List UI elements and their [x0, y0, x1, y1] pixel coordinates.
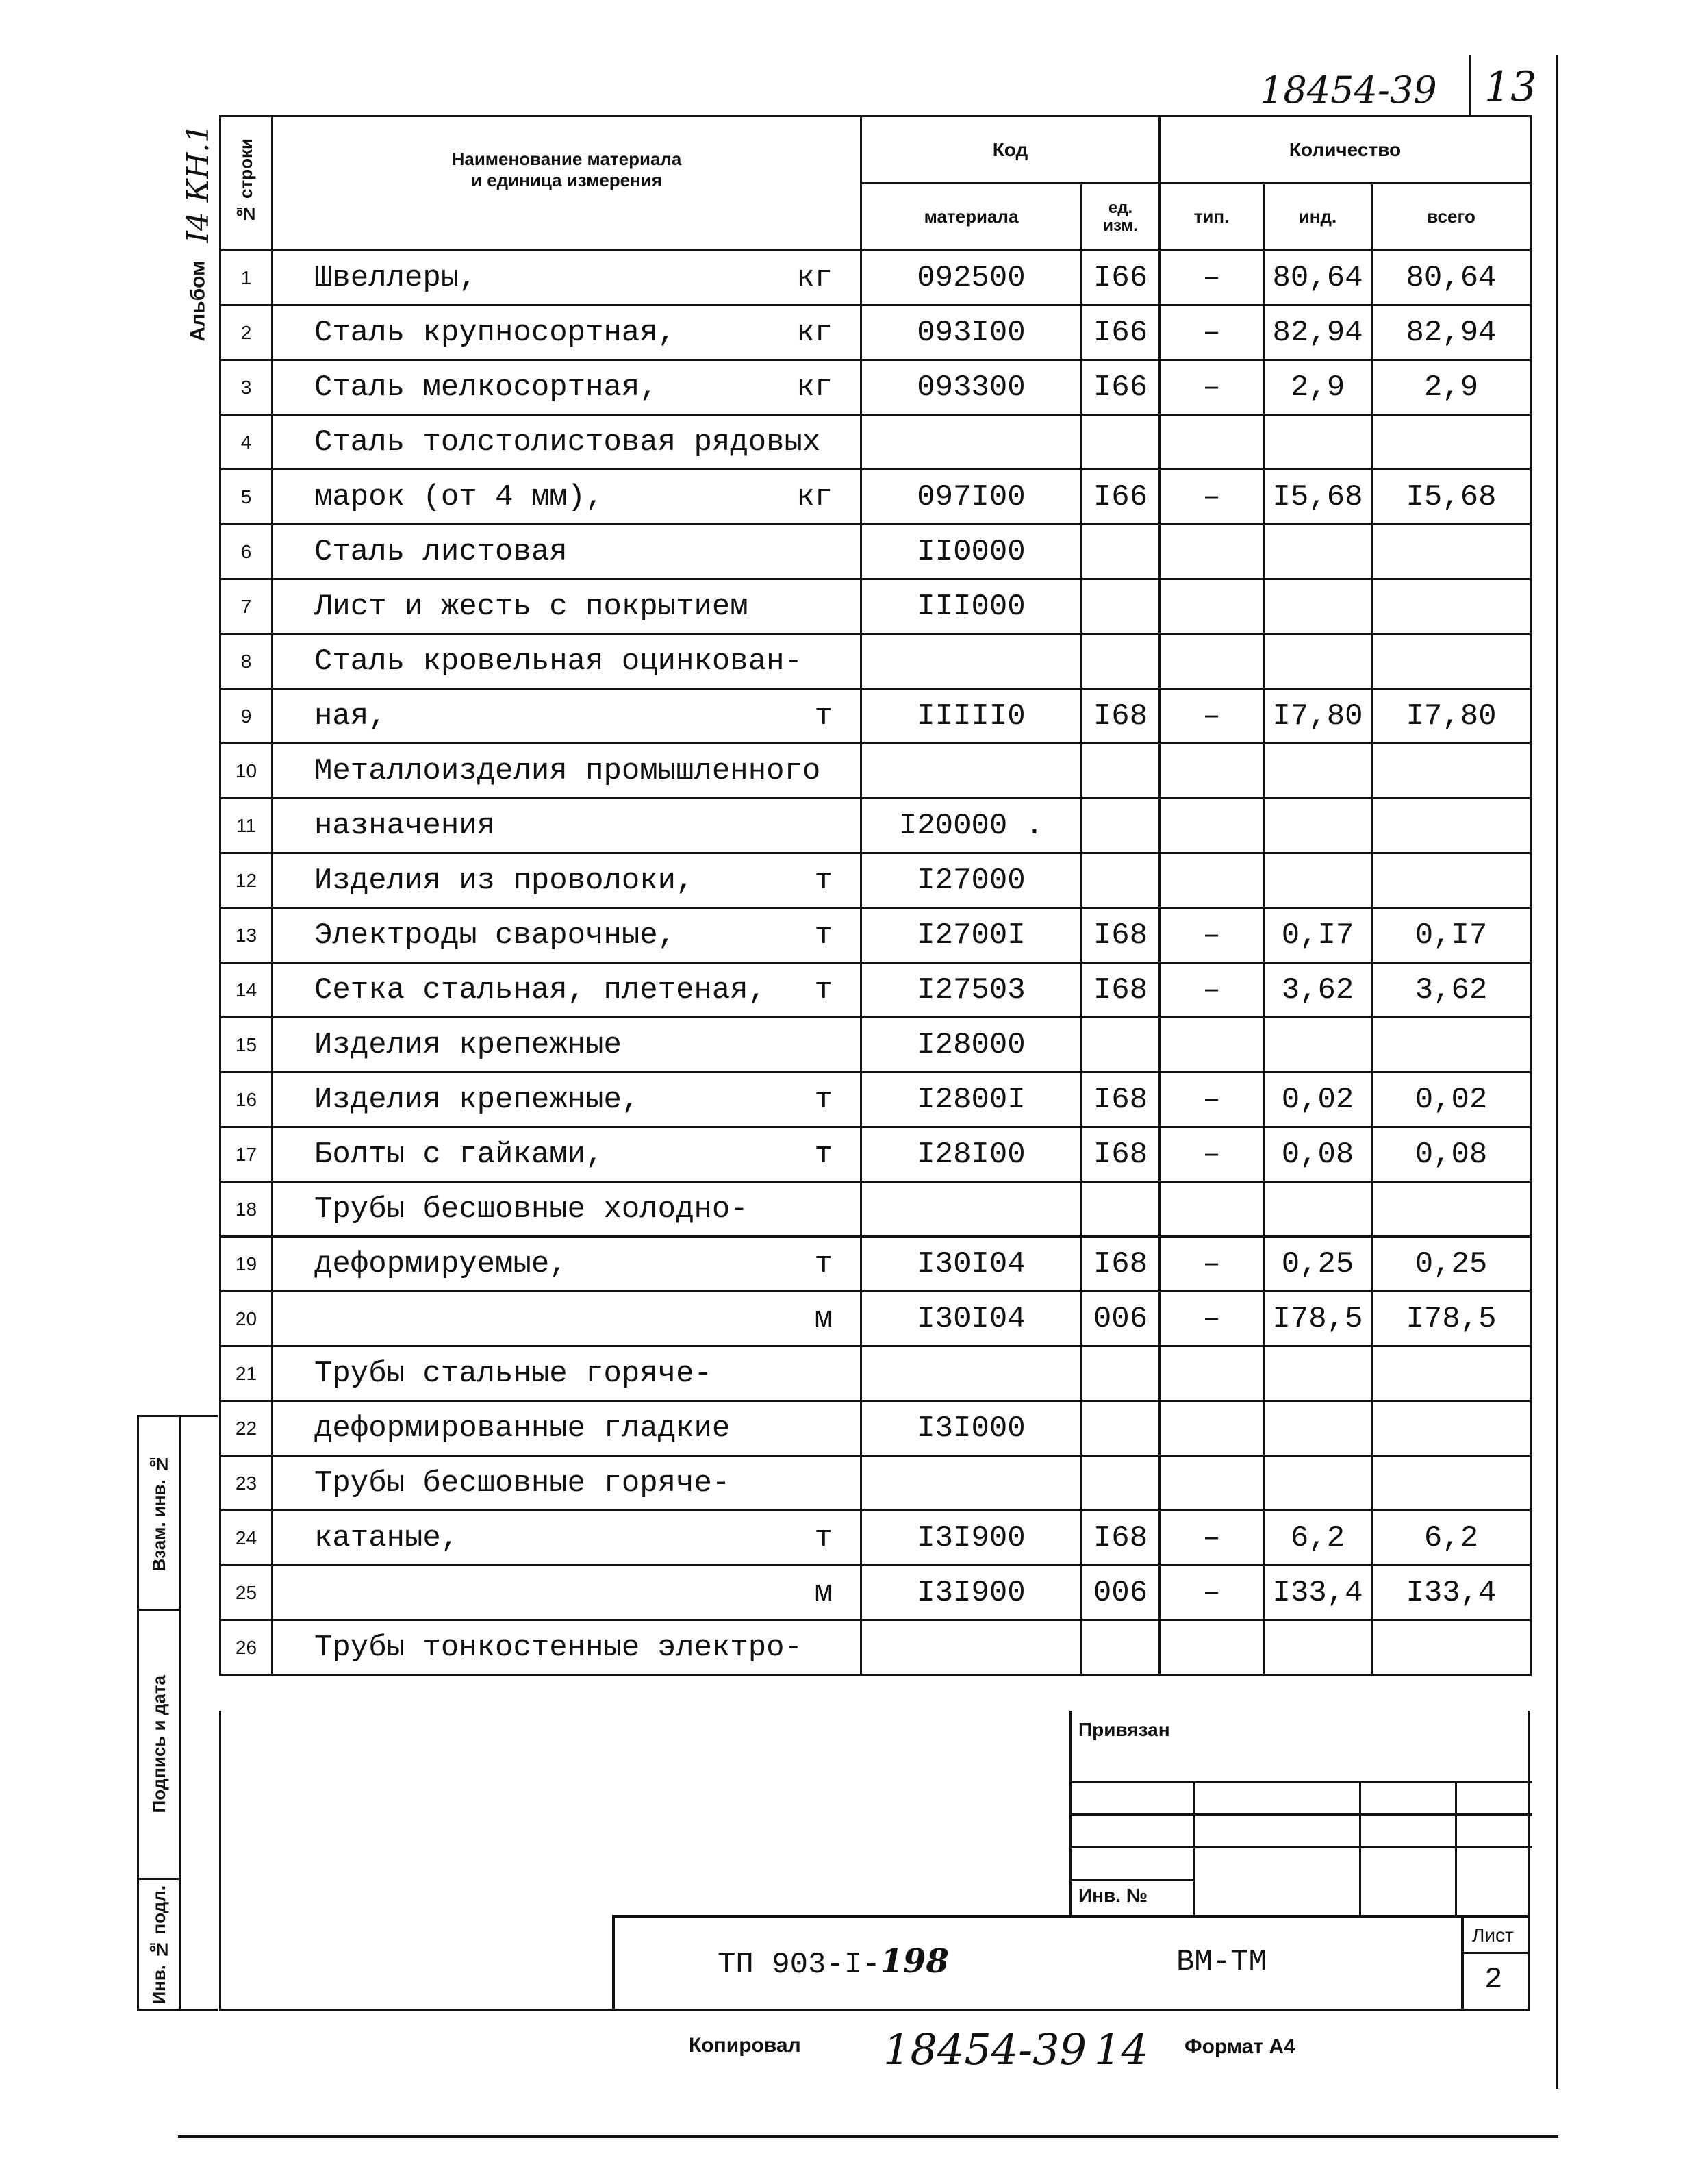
table-row: [220, 744, 1531, 799]
qty-ind: 0,08: [1264, 1127, 1372, 1182]
stamp-label-signature-date: Подпись и дата: [148, 1675, 169, 1813]
bound-grid-v1: [1193, 1781, 1195, 1916]
unit-code: [1082, 853, 1160, 908]
unit-code: [1082, 1620, 1160, 1675]
material-code: II0000: [861, 525, 1082, 579]
unit-code: I68: [1082, 1127, 1160, 1182]
stamp-cell-original-inv: [139, 1880, 179, 2010]
material-name-text: Сталь крупносортная,: [314, 315, 676, 350]
material-code: 093I00: [861, 305, 1082, 360]
material-unit: т: [814, 1520, 833, 1555]
row-number: 15: [220, 1018, 273, 1072]
unit-code: [1082, 799, 1160, 853]
header-code: Код: [861, 116, 1160, 184]
unit-code: [1082, 525, 1160, 579]
qty-total: I7,80: [1372, 689, 1531, 744]
qty-total: I5,68: [1372, 470, 1531, 525]
material-code: IIIII0: [861, 689, 1082, 744]
material-code: I3I900: [861, 1511, 1082, 1566]
right-page-border: [1556, 55, 1558, 2089]
qty-typ: [1160, 1620, 1264, 1675]
unit-code: [1082, 579, 1160, 634]
qty-ind: 3,62: [1264, 963, 1372, 1018]
qty-total: [1372, 1346, 1531, 1401]
material-name-text: катаные,: [314, 1520, 459, 1555]
unit-code: 006: [1082, 1566, 1160, 1620]
qty-total: [1372, 634, 1531, 689]
material-code: [861, 1456, 1082, 1511]
material-name: [273, 799, 861, 853]
table-row: [220, 1620, 1531, 1675]
bound-grid-h1: [1072, 1781, 1532, 1783]
qty-typ: –: [1160, 1566, 1264, 1620]
qty-typ: [1160, 1018, 1264, 1072]
header-material-name: [273, 116, 861, 251]
footer-handwritten-number: 18454-39: [883, 2024, 1087, 2074]
table-row: [220, 415, 1531, 470]
material-name: [273, 525, 861, 579]
table-row: [220, 1072, 1531, 1127]
material-unit: т: [814, 699, 833, 733]
qty-total: 80,64: [1372, 251, 1531, 305]
unit-code: [1082, 1018, 1160, 1072]
row-number: 7: [220, 579, 273, 634]
material-code: III000: [861, 579, 1082, 634]
qty-ind: [1264, 415, 1372, 470]
qty-total: [1372, 525, 1531, 579]
document-mark: ВМ-ТМ: [1176, 1945, 1267, 1979]
qty-typ: –: [1160, 470, 1264, 525]
material-code: 092500: [861, 251, 1082, 305]
qty-typ: –: [1160, 1511, 1264, 1566]
qty-total: [1372, 744, 1531, 799]
unit-code: [1082, 1401, 1160, 1456]
qty-typ: [1160, 1182, 1264, 1237]
qty-typ: –: [1160, 360, 1264, 415]
material-code: 097I00: [861, 470, 1082, 525]
row-number: 5: [220, 470, 273, 525]
row-number: 8: [220, 634, 273, 689]
material-name-text: Электроды сварочные,: [314, 918, 676, 953]
qty-typ: –: [1160, 305, 1264, 360]
bound-block: [1069, 1711, 1530, 1916]
table-row: [220, 1566, 1531, 1620]
sheet-cell: [1461, 1918, 1530, 2011]
unit-code: I66: [1082, 470, 1160, 525]
row-number: 6: [220, 525, 273, 579]
left-stamp-strip: [137, 1415, 218, 2011]
unit-code: I66: [1082, 305, 1160, 360]
material-name-text: деформируемые,: [314, 1246, 568, 1281]
qty-ind: 0,25: [1264, 1237, 1372, 1292]
qty-ind: [1264, 1401, 1372, 1456]
material-name-text: Сталь листовая: [314, 534, 568, 569]
unit-code: I66: [1082, 251, 1160, 305]
material-unit: кг: [796, 370, 833, 405]
qty-ind: 6,2: [1264, 1511, 1372, 1566]
qty-typ: –: [1160, 251, 1264, 305]
material-unit: т: [814, 1246, 833, 1281]
format-label: Формат А4: [1184, 2035, 1295, 2058]
qty-total: [1372, 799, 1531, 853]
row-number: 14: [220, 963, 273, 1018]
bound-grid-v3: [1455, 1781, 1457, 1916]
stamp-label-original-inv: Инв. № подл.: [148, 1885, 169, 2005]
header-ind: инд.: [1264, 184, 1372, 251]
material-name: [273, 1401, 861, 1456]
album-label-text: Альбом: [186, 260, 209, 342]
qty-typ: –: [1160, 1072, 1264, 1127]
material-name: [273, 305, 861, 360]
qty-total: I78,5: [1372, 1292, 1531, 1346]
material-name-text: назначения: [314, 808, 496, 843]
material-unit: кг: [796, 479, 833, 514]
material-code: I28000: [861, 1018, 1082, 1072]
table-row: [220, 1237, 1531, 1292]
row-number: 10: [220, 744, 273, 799]
stamp-column-divider: [179, 1417, 181, 2010]
material-name-text: Сталь мелкосортная,: [314, 370, 658, 405]
material-name-text: Трубы бесшовные горяче-: [314, 1466, 731, 1501]
table-row: [220, 1401, 1531, 1456]
material-name: [273, 360, 861, 415]
material-code: I3I000: [861, 1401, 1082, 1456]
table-row: [220, 1346, 1531, 1401]
material-code: [861, 1182, 1082, 1237]
table-row: [220, 634, 1531, 689]
header-name-line1: Наименование материала: [451, 148, 682, 169]
material-name: [273, 1566, 861, 1620]
qty-ind: [1264, 579, 1372, 634]
material-unit: т: [814, 1082, 833, 1117]
qty-typ: –: [1160, 689, 1264, 744]
material-unit: т: [814, 863, 833, 898]
material-code: I28I00: [861, 1127, 1082, 1182]
row-number: 17: [220, 1127, 273, 1182]
qty-total: 0,02: [1372, 1072, 1531, 1127]
material-name-text: Сталь кровельная оцинкован-: [314, 644, 802, 679]
document-code: [718, 1942, 949, 1982]
row-number: 22: [220, 1401, 273, 1456]
material-name: [273, 744, 861, 799]
material-name: [273, 1511, 861, 1566]
header-row-number: № строки: [220, 116, 273, 251]
table-row: [220, 799, 1531, 853]
bound-label: Привязан: [1078, 1719, 1170, 1740]
row-number: 20: [220, 1292, 273, 1346]
qty-typ: [1160, 853, 1264, 908]
footer-handwritten-page: 14: [1094, 2024, 1148, 2074]
qty-typ: [1160, 579, 1264, 634]
material-unit: т: [814, 1137, 833, 1172]
qty-typ: [1160, 1456, 1264, 1511]
material-name-text: Трубы стальные горяче-: [314, 1356, 712, 1391]
bound-grid-h3: [1072, 1846, 1532, 1848]
stamp-cell-signature-date: [139, 1611, 179, 1880]
material-name: [273, 1018, 861, 1072]
table-row: [220, 1182, 1531, 1237]
material-name-text: ная,: [314, 699, 387, 733]
qty-ind: I5,68: [1264, 470, 1372, 525]
qty-total: 0,08: [1372, 1127, 1531, 1182]
unit-code: [1082, 415, 1160, 470]
album-label: [174, 116, 222, 349]
qty-total: [1372, 579, 1531, 634]
table-row: [220, 908, 1531, 963]
material-name-text: Металлоизделия промышленного: [314, 753, 821, 788]
unit-code: [1082, 744, 1160, 799]
material-name-text: марок (от 4 мм),: [314, 479, 604, 514]
material-name-text: Изделия из проволоки,: [314, 863, 694, 898]
material-name-text: Лист и жесть с покрытием: [314, 589, 748, 624]
qty-ind: [1264, 1182, 1372, 1237]
material-code: I30I04: [861, 1237, 1082, 1292]
qty-total: [1372, 853, 1531, 908]
material-name-text: Сталь толстолистовая рядовых: [314, 425, 821, 460]
unit-code: I68: [1082, 908, 1160, 963]
album-value: I4 КН.1: [180, 124, 216, 243]
material-code: [861, 634, 1082, 689]
qty-typ: [1160, 415, 1264, 470]
material-unit: м: [814, 1301, 833, 1336]
sheet-value: 2: [1484, 1963, 1503, 1997]
handwritten-document-code: 18454-39: [1260, 68, 1437, 112]
qty-ind: I33,4: [1264, 1566, 1372, 1620]
table-row: [220, 360, 1531, 415]
material-unit: т: [814, 918, 833, 953]
unit-code: [1082, 634, 1160, 689]
material-code: I27503: [861, 963, 1082, 1018]
qty-ind: I7,80: [1264, 689, 1372, 744]
qty-total: [1372, 1456, 1531, 1511]
material-name-text: Швеллеры,: [314, 260, 477, 295]
qty-typ: [1160, 1401, 1264, 1456]
row-number: 4: [220, 415, 273, 470]
qty-typ: –: [1160, 1237, 1264, 1292]
page-number: 13: [1484, 63, 1537, 111]
material-name-text: деформированные гладкие: [314, 1411, 731, 1446]
inv-no-label: Инв. №: [1078, 1885, 1148, 1906]
qty-ind: 2,9: [1264, 360, 1372, 415]
table-row: [220, 251, 1531, 305]
qty-total: I33,4: [1372, 1566, 1531, 1620]
unit-code: I68: [1082, 963, 1160, 1018]
material-unit: м: [814, 1575, 833, 1610]
row-number: 3: [220, 360, 273, 415]
material-code: I30I04: [861, 1292, 1082, 1346]
table-row: [220, 1456, 1531, 1511]
material-name: [273, 251, 861, 305]
qty-ind: [1264, 1620, 1372, 1675]
material-name: [273, 963, 861, 1018]
unit-code: I68: [1082, 1237, 1160, 1292]
qty-total: 0,25: [1372, 1237, 1531, 1292]
sheet-label: Лист: [1472, 1924, 1514, 1946]
row-number: 21: [220, 1346, 273, 1401]
stamp-label-replaced-inv: Взам. инв. №: [148, 1454, 169, 1572]
bound-grid-h4: [1072, 1879, 1195, 1881]
header-name-line2: и единица измерения: [471, 169, 662, 190]
material-name: [273, 415, 861, 470]
material-name: [273, 1127, 861, 1182]
row-number: 13: [220, 908, 273, 963]
qty-typ: [1160, 1346, 1264, 1401]
material-code: [861, 744, 1082, 799]
material-unit: кг: [796, 260, 833, 295]
material-code: I27000: [861, 853, 1082, 908]
qty-ind: I78,5: [1264, 1292, 1372, 1346]
table-row: [220, 853, 1531, 908]
qty-ind: 82,94: [1264, 305, 1372, 360]
qty-ind: 80,64: [1264, 251, 1372, 305]
stamp-cell-replaced-inv: [139, 1417, 179, 1611]
material-name-text: Трубы бесшовные холодно-: [314, 1192, 748, 1227]
unit-code: [1082, 1456, 1160, 1511]
qty-total: 0,I7: [1372, 908, 1531, 963]
material-unit: кг: [796, 315, 833, 350]
row-number: 9: [220, 689, 273, 744]
qty-ind: 0,02: [1264, 1072, 1372, 1127]
qty-ind: [1264, 525, 1372, 579]
row-number: 23: [220, 1456, 273, 1511]
unit-code: I66: [1082, 360, 1160, 415]
header-quantity: Количество: [1160, 116, 1531, 184]
material-name: [273, 689, 861, 744]
qty-ind: [1264, 634, 1372, 689]
qty-ind: [1264, 1346, 1372, 1401]
row-number: 1: [220, 251, 273, 305]
qty-total: [1372, 1620, 1531, 1675]
header-typ: тип.: [1160, 184, 1264, 251]
table-row: [220, 1018, 1531, 1072]
material-name: [273, 853, 861, 908]
qty-total: 6,2: [1372, 1511, 1531, 1566]
material-code: 093300: [861, 360, 1082, 415]
row-number: 24: [220, 1511, 273, 1566]
material-code: I3I900: [861, 1566, 1082, 1620]
material-name: [273, 579, 861, 634]
material-code: [861, 1346, 1082, 1401]
material-name-text: Трубы тонкостенные электро-: [314, 1630, 802, 1665]
copied-label: Копировал: [689, 2034, 801, 2057]
table-row: [220, 305, 1531, 360]
qty-ind: [1264, 799, 1372, 853]
material-name: [273, 1237, 861, 1292]
material-code: I20000 .: [861, 799, 1082, 853]
header-total: всего: [1372, 184, 1531, 251]
qty-typ: –: [1160, 963, 1264, 1018]
row-number: 19: [220, 1237, 273, 1292]
material-name-text: Болты с гайками,: [314, 1137, 604, 1172]
material-code: [861, 415, 1082, 470]
row-number: 16: [220, 1072, 273, 1127]
material-name: [273, 1346, 861, 1401]
qty-ind: [1264, 853, 1372, 908]
page-number-divider: [1469, 55, 1471, 116]
qty-total: [1372, 1018, 1531, 1072]
material-name-text: Изделия крепежные,: [314, 1082, 640, 1117]
qty-ind: [1264, 744, 1372, 799]
unit-code: [1082, 1182, 1160, 1237]
material-code: I2700I: [861, 908, 1082, 963]
row-number: 11: [220, 799, 273, 853]
bottom-scan-line: [178, 2135, 1558, 2138]
unit-code: [1082, 1346, 1160, 1401]
qty-total: 82,94: [1372, 305, 1531, 360]
qty-total: [1372, 1182, 1531, 1237]
table-row: [220, 1511, 1531, 1566]
header-unit-code: ед. изм.: [1082, 184, 1160, 251]
row-number: 12: [220, 853, 273, 908]
qty-ind: [1264, 1456, 1372, 1511]
qty-typ: [1160, 525, 1264, 579]
row-number: 26: [220, 1620, 273, 1675]
unit-code: I68: [1082, 689, 1160, 744]
table-row: [220, 689, 1531, 744]
material-code: [861, 1620, 1082, 1675]
table-row: [220, 470, 1531, 525]
row-number: 25: [220, 1566, 273, 1620]
material-name: [273, 470, 861, 525]
table-row: [220, 579, 1531, 634]
document-code-handwritten: 198: [880, 1942, 949, 1981]
material-name: [273, 1620, 861, 1675]
material-unit: т: [814, 972, 833, 1007]
material-name: [273, 634, 861, 689]
unit-code: I68: [1082, 1511, 1160, 1566]
table-row: [220, 1127, 1531, 1182]
qty-total: 3,62: [1372, 963, 1531, 1018]
qty-ind: [1264, 1018, 1372, 1072]
title-block: [612, 1915, 1530, 2011]
bound-grid-v2: [1359, 1781, 1361, 1916]
material-name: [273, 1072, 861, 1127]
material-name-text: Сетка стальная, плетеная,: [314, 972, 767, 1007]
table-row: [220, 1292, 1531, 1346]
qty-typ: –: [1160, 1127, 1264, 1182]
qty-total: [1372, 415, 1531, 470]
material-name-text: Изделия крепежные: [314, 1027, 622, 1062]
material-code: I2800I: [861, 1072, 1082, 1127]
qty-typ: –: [1160, 908, 1264, 963]
qty-total: [1372, 1401, 1531, 1456]
qty-total: 2,9: [1372, 360, 1531, 415]
qty-ind: 0,I7: [1264, 908, 1372, 963]
row-number: 18: [220, 1182, 273, 1237]
table-row: [220, 963, 1531, 1018]
qty-typ: [1160, 744, 1264, 799]
qty-typ: –: [1160, 1292, 1264, 1346]
unit-code: I68: [1082, 1072, 1160, 1127]
table-header-row-1: [220, 116, 1531, 184]
material-name: [273, 1456, 861, 1511]
table-row: [220, 525, 1531, 579]
row-number: 2: [220, 305, 273, 360]
qty-typ: [1160, 799, 1264, 853]
material-name: [273, 1182, 861, 1237]
qty-typ: [1160, 634, 1264, 689]
material-name: [273, 1292, 861, 1346]
materials-table: [219, 115, 1532, 1676]
document-code-printed: ТП 903-I-: [718, 1948, 880, 1982]
material-name: [273, 908, 861, 963]
bound-grid-h2: [1072, 1813, 1532, 1816]
unit-code: 006: [1082, 1292, 1160, 1346]
header-material-code: материала: [861, 184, 1082, 251]
